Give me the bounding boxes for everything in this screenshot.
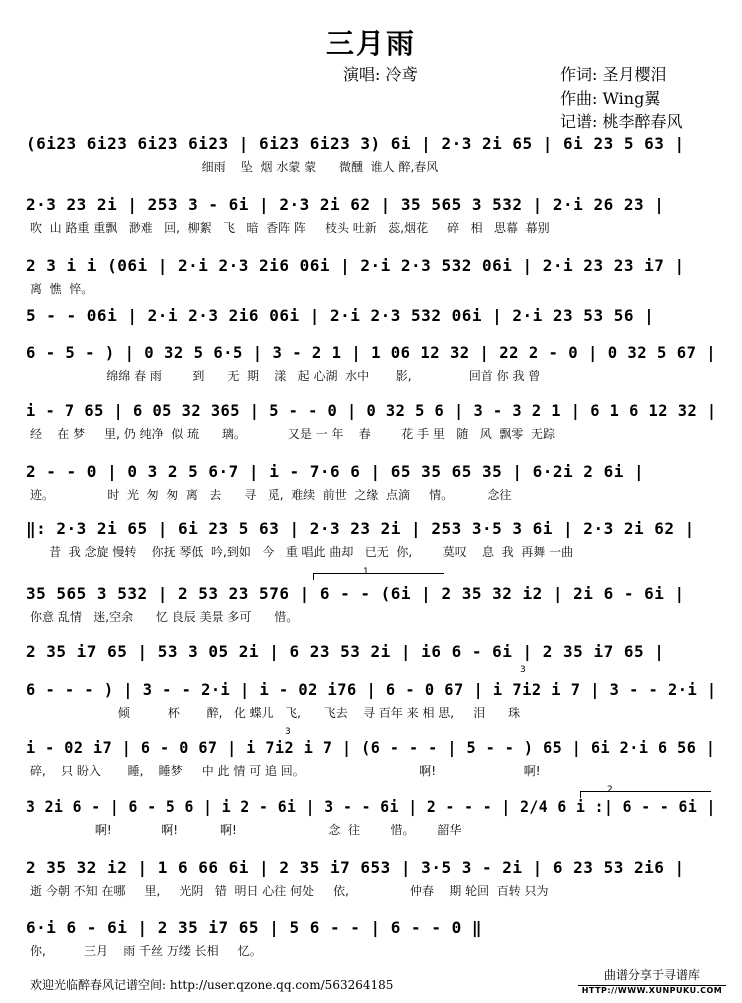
footer-credit: 欢迎光临醉春风记谱空间: http://user.qzone.qq.com/563264185 <box>30 978 394 992</box>
staff-line-notes: 3 2i 6 - | 6 - 5 6 | i 2 - 6i | 3 - - 6i | 2 - - - | 2/4 6 i :| 6 - - 6i | <box>26 797 716 816</box>
staff-line-notes: 2 35 i7 65 | 53 3 05 2i | 6 23 53 2i | i6 6 - 6i | 2 35 i7 65 | <box>26 642 665 661</box>
staff-line-lyrics: 经 在 梦 里, 仍 纯净 似 琉 璃。 又是 一 年 春 花 手 里 随 风 飘零 无踪 <box>30 427 556 441</box>
staff-line-notes: i - 7 65 | 6 05 32 365 | 5 - - 0 | 0 32 5 6 | 3 - 3 2 1 | 6 1 6 12 32 | <box>26 401 717 420</box>
singer-credit: 演唱: 冷鸢 <box>343 65 418 84</box>
volta-1-label: 1 <box>363 567 369 577</box>
staff-line-lyrics: 吹 山 路重 重飘 渺难 回, 柳絮 飞 暗 香阵 阵 枝头 吐新 蕊,烟花 碎 相 思幕 幕别 <box>30 221 550 235</box>
staff-line-lyrics: 碎, 只 盼入 睡, 睡梦 中 此 情 可 追 回。 啊! 啊! <box>30 764 541 778</box>
lyricist-credit: 作词: 圣月樱泪 <box>560 65 667 84</box>
song-title: 三月雨 <box>325 27 416 60</box>
composer-credit: 作曲: Wing翼 <box>560 89 661 108</box>
stamp-text: 曲谱分享于寻谱库 <box>603 968 700 982</box>
staff-line-notes: 6 - 5 - ) | 0 32 5 6·5 | 3 - 2 1 | 1 06 12 32 | 22 2 - 0 | 0 32 5 67 | <box>26 343 717 362</box>
triplet-mark: 3 <box>285 727 291 737</box>
staff-line-notes: 2·3 23 2i | 253 3 - 6i | 2·3 2i 62 | 35 565 3 532 | 2·i 26 23 | <box>26 195 665 214</box>
staff-line-lyrics: 倾 杯 醉, 化 蝶儿 飞, 飞去 寻 百年 来 相 思, 泪 珠 <box>30 706 521 720</box>
transcriber-credit: 记谱: 桃李醉春风 <box>560 112 683 131</box>
site-stamp <box>578 966 726 1000</box>
staff-line-lyrics: 迹。 时 光 匆 匆 离 去 寻 觅, 难续 前世 之缘 点滴 情。 念往 <box>30 488 512 502</box>
staff-line-lyrics: 啊! 啊! 啊! 念 往 惜。 韶华 <box>30 823 462 837</box>
stamp-url: HTTP://WWW.XUNPUKU.COM <box>578 985 726 995</box>
staff-line-notes: (6i23 6i23 6i23 6i23 | 6i23 6i23 3) 6i | 2·3 2i 65 | 6i 23 5 63 | <box>26 134 685 153</box>
staff-line-lyrics: 昔 我 念旋 慢转 你抚 琴低 吟,到如 今 重 唱此 曲却 已无 你, 莫叹 息 我 再舞 一曲 <box>30 545 574 559</box>
staff-line-lyrics: 离 憔 悴。 <box>30 282 94 296</box>
staff-line-lyrics: 绵绵 春 雨 到 无 期 漾 起 心湖 水中 影, 回首 你 我 曾 <box>30 369 541 383</box>
volta-1-bracket <box>313 573 444 580</box>
staff-line-lyrics: 逝 今朝 不知 在哪 里, 光阴 错 明日 心往 何处 依, 仲春 期 轮回 百转 只为 <box>30 884 549 898</box>
staff-line-lyrics: 你意 乱情 迷,空余 忆 良辰 美景 多可 惜。 <box>30 610 299 624</box>
staff-line-notes: 2 35 32 i2 | 1 6 66 6i | 2 35 i7 653 | 3·5 3 - 2i | 6 23 53 2i6 | <box>26 858 685 877</box>
staff-line-notes: 35 565 3 532 | 2 53 23 576 | 6 - - (6i | 2 35 32 i2 | 2i 6 - 6i | <box>26 584 685 603</box>
volta-2-label: 2 <box>607 785 613 795</box>
staff-line-notes: 2 - - 0 | 0 3 2 5 6·7 | i - 7·6 6 | 65 35 65 35 | 6·2i 2 6i | <box>26 462 645 481</box>
staff-line-lyrics: 细雨 坠 烟 水蒙 蒙 微醺 谁人 醉,春风 <box>30 160 439 174</box>
staff-line-notes: 6·i 6 - 6i | 2 35 i7 65 | 5 6 - - | 6 - - 0 ‖ <box>26 918 482 937</box>
staff-line-notes: 5 - - 06i | 2·i 2·3 2i6 06i | 2·i 2·3 532 06i | 2·i 23 53 56 | <box>26 306 655 325</box>
volta-2-bracket <box>580 791 711 798</box>
staff-line-notes: i - 02 i7 | 6 - 0 67 | i 7i2 i 7 | (6 - - - | 5 - - ) 65 | 6i 2·i 6 56 | <box>26 738 716 757</box>
staff-line-lyrics: 你, 三月 雨 千丝 万缕 长相 忆。 <box>30 944 262 958</box>
staff-line-notes: ‖: 2·3 2i 65 | 6i 23 5 63 | 2·3 23 2i | 253 3·5 3 6i | 2·3 2i 62 | <box>26 519 695 538</box>
staff-line-notes: 6 - - - ) | 3 - - 2·i | i - 02 i76 | 6 - 0 67 | i 7i2 i 7 | 3 - - 2·i | <box>26 680 717 699</box>
staff-line-notes: 2 3 i i (06i | 2·i 2·3 2i6 06i | 2·i 2·3 532 06i | 2·i 23 23 i7 | <box>26 256 685 275</box>
triplet-mark: 3 <box>520 665 526 675</box>
